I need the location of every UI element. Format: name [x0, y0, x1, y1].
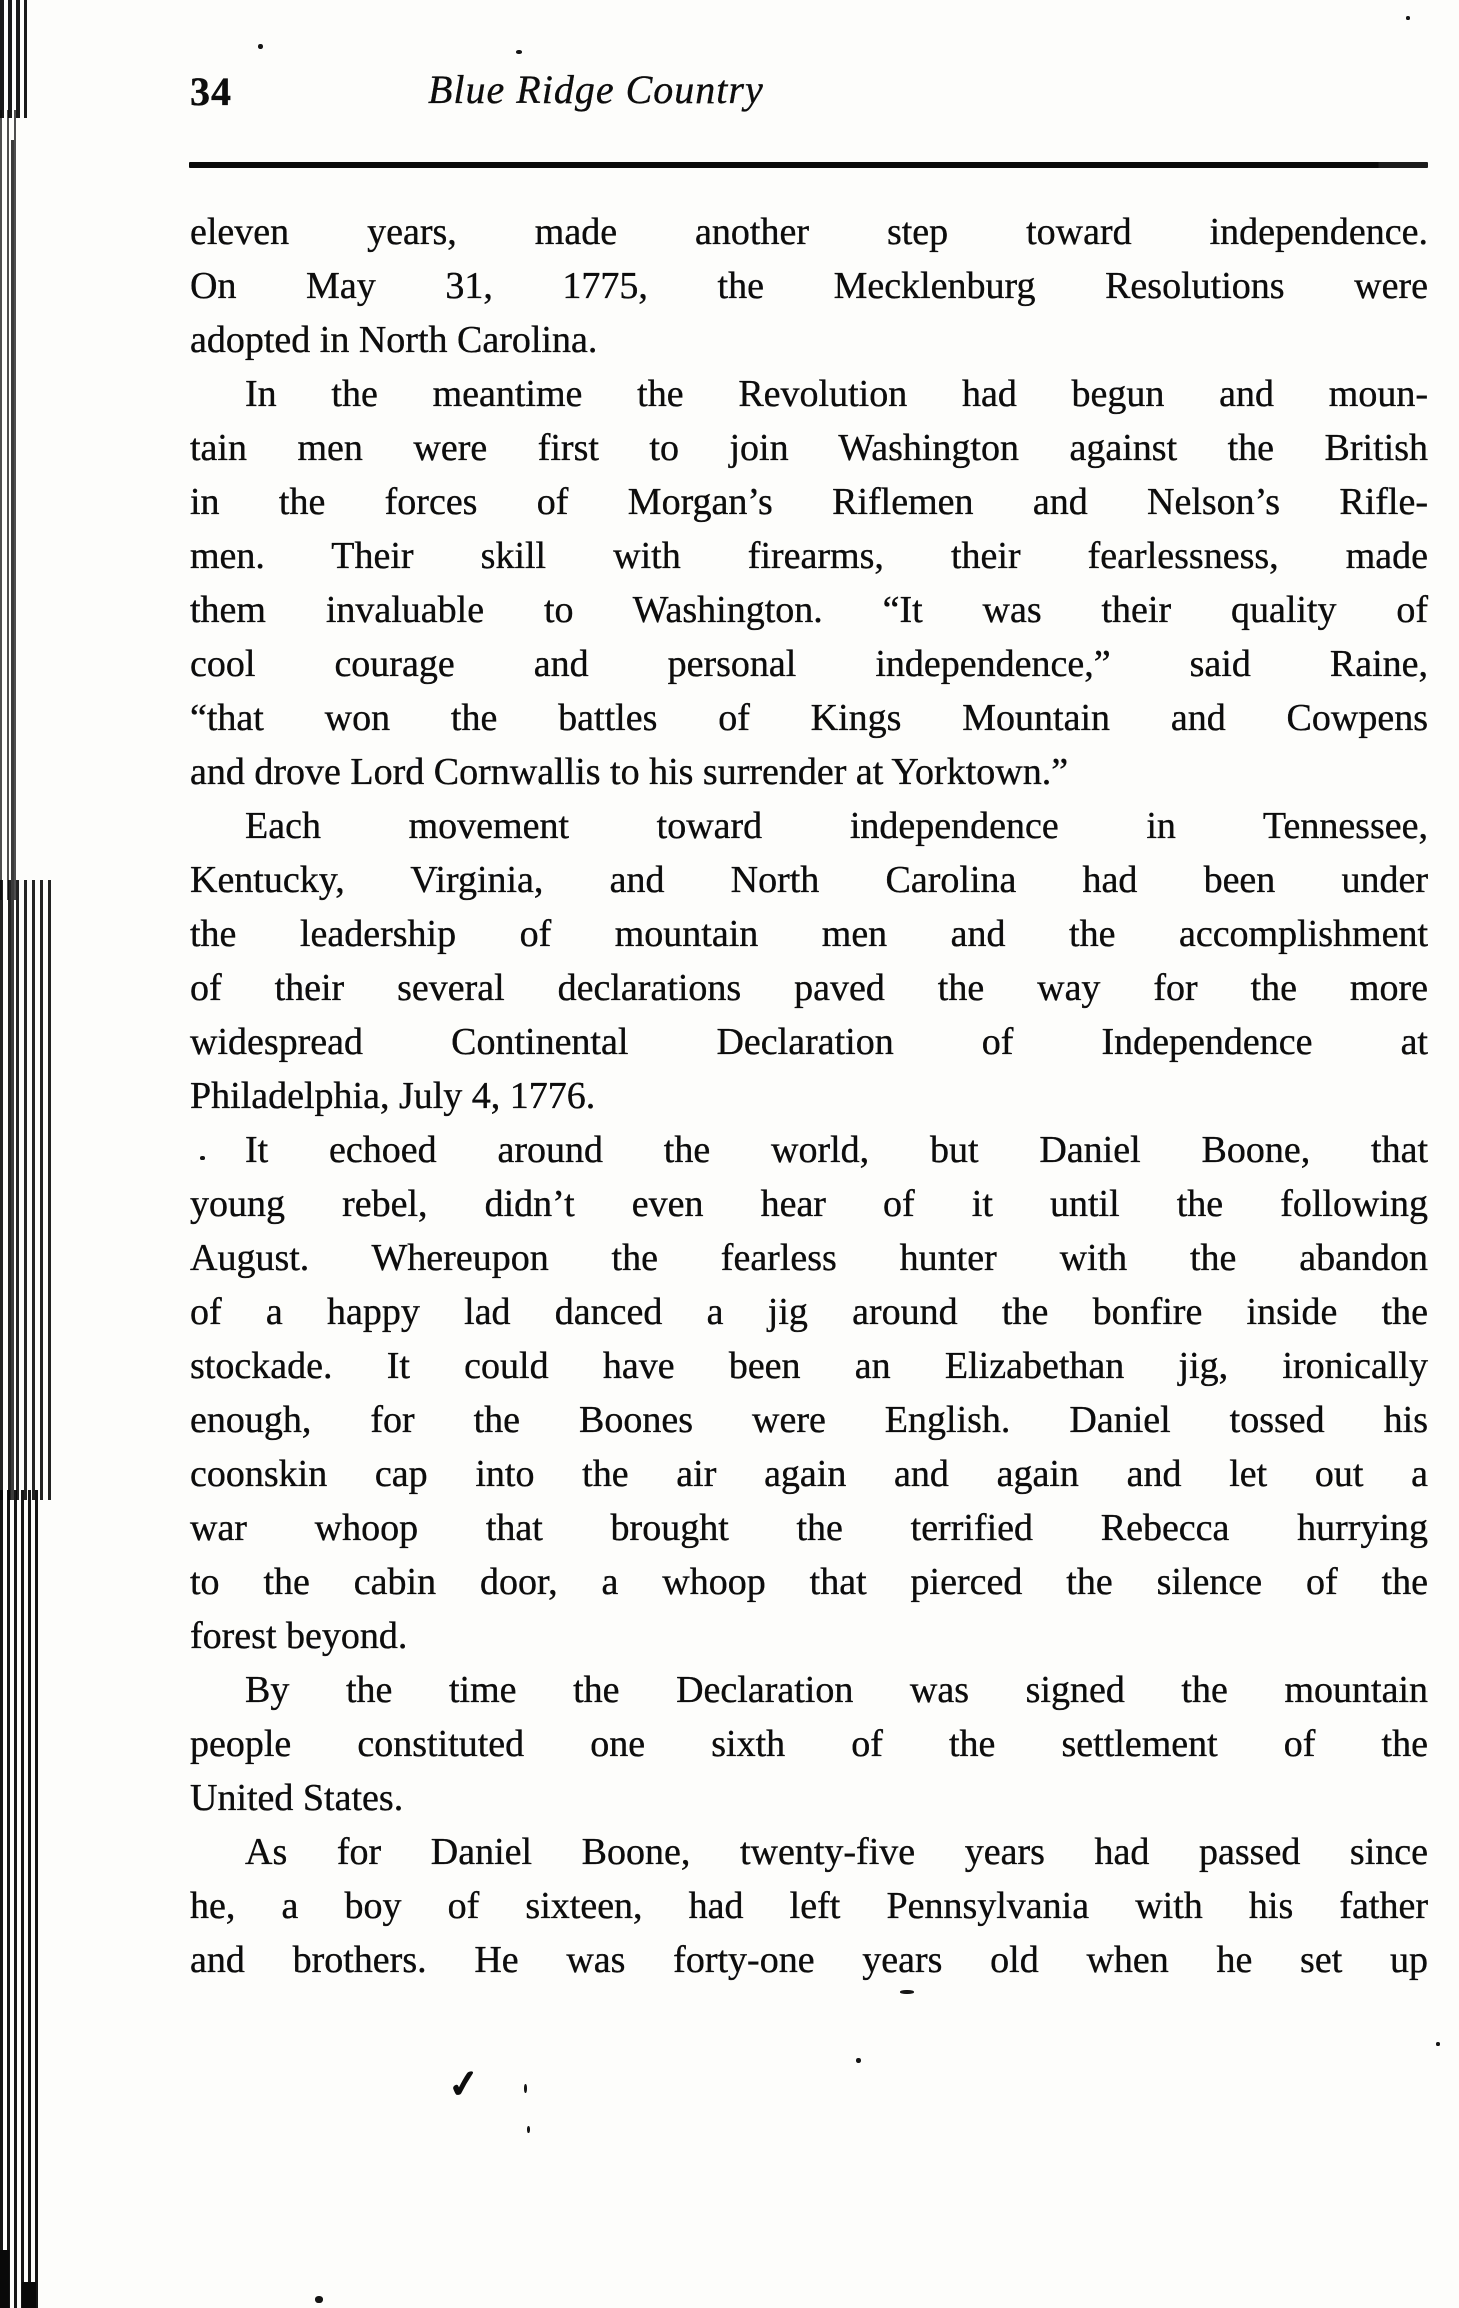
- text-line: forest beyond.: [190, 1615, 408, 1657]
- scan-speck: [1436, 2042, 1440, 2046]
- check-mark-artifact: ✓: [445, 2062, 483, 2108]
- text-line: to the cabin door, a whoop that pierced the silence of the: [190, 1561, 1428, 1603]
- scan-speck: [1406, 16, 1410, 20]
- text-line: of a happy lad danced a jig around the bonfire inside the: [190, 1291, 1428, 1333]
- binding-streaks-upper: [0, 110, 20, 900]
- text-line: tain men were first to join Washington against the British: [190, 427, 1428, 469]
- text-line: United States.: [190, 1777, 404, 1819]
- text-line: Kentucky, Virginia, and North Carolina had been under: [190, 859, 1428, 901]
- text-line: young rebel, didn’t even hear of it until the following: [190, 1183, 1428, 1225]
- text-line: eleven years, made another step toward independence.: [190, 211, 1428, 253]
- text-line: them invaluable to Washington. “It was their quality of: [190, 589, 1428, 631]
- text-line: stockade. It could have been an Elizabethan jig, ironically: [190, 1345, 1428, 1387]
- text-line: coonskin cap into the air again and again and let out a: [190, 1453, 1428, 1495]
- scan-blob-bottom-edge: [0, 2250, 9, 2308]
- text-line: enough, for the Boones were English. Daniel tossed his: [190, 1399, 1428, 1441]
- text-line: By the time the Declaration was signed the mountain: [245, 1669, 1428, 1711]
- running-title: Blue Ridge Country: [428, 67, 764, 112]
- text-line: On May 31, 1775, the Mecklenburg Resolutions were: [190, 265, 1428, 307]
- text-line: he, a boy of sixteen, had left Pennsylvania with his father: [190, 1885, 1428, 1927]
- text-line: in the forces of Morgan’s Riflemen and Nelson’s Rifle-: [190, 481, 1428, 523]
- text-line: of their several declarations paved the way for the more: [190, 967, 1428, 1009]
- text-line: people constituted one sixth of the settlement of the: [190, 1723, 1428, 1765]
- text-line: war whoop that brought the terrified Rebecca hurrying: [190, 1507, 1428, 1549]
- binding-streaks-lower: [0, 1490, 42, 2308]
- scan-speck: [900, 1990, 914, 1994]
- page-number: 34: [190, 69, 232, 114]
- body-text: [190, 205, 1428, 1987]
- text-line: the leadership of mountain men and the accomplishment: [190, 913, 1428, 955]
- scan-speck: [200, 1156, 205, 1160]
- text-line: August. Whereupon the fearless hunter with the abandon: [190, 1237, 1428, 1279]
- text-line: adopted in North Carolina.: [190, 319, 598, 361]
- text-line: It echoed around the world, but Daniel Boone, that: [245, 1129, 1428, 1171]
- text-line: men. Their skill with firearms, their fearlessness, made: [190, 535, 1428, 577]
- scan-speck: [527, 2126, 530, 2133]
- scan-speck: [516, 50, 522, 54]
- binding-streaks-middle: [0, 880, 56, 1500]
- text-line: widespread Continental Declaration of Independence at: [190, 1021, 1428, 1063]
- scan-speck: [315, 2296, 323, 2303]
- text-line: cool courage and personal independence,” said Raine,: [190, 643, 1428, 685]
- text-line: and drove Lord Cornwallis to his surrender at Yorktown.”: [190, 751, 1069, 793]
- text-line: In the meantime the Revolution had begun and moun-: [245, 373, 1428, 415]
- text-line: Each movement toward independence in Tennessee,: [245, 805, 1428, 847]
- scan-speck: [258, 44, 263, 49]
- text-line: As for Daniel Boone, twenty-five years had passed since: [245, 1831, 1428, 1873]
- text-line: Philadelphia, July 4, 1776.: [190, 1075, 596, 1117]
- binding-streaks-top: [0, 0, 27, 118]
- scan-speck: [856, 2058, 861, 2063]
- scan-speck: [524, 2084, 527, 2093]
- text-line: and brothers. He was forty-one years old when he set up: [190, 1939, 1428, 1981]
- text-line: “that won the battles of Kings Mountain and Cowpens: [190, 697, 1428, 739]
- scan-blob-bottom-left: [22, 2282, 36, 2308]
- header-rule: [189, 162, 1428, 168]
